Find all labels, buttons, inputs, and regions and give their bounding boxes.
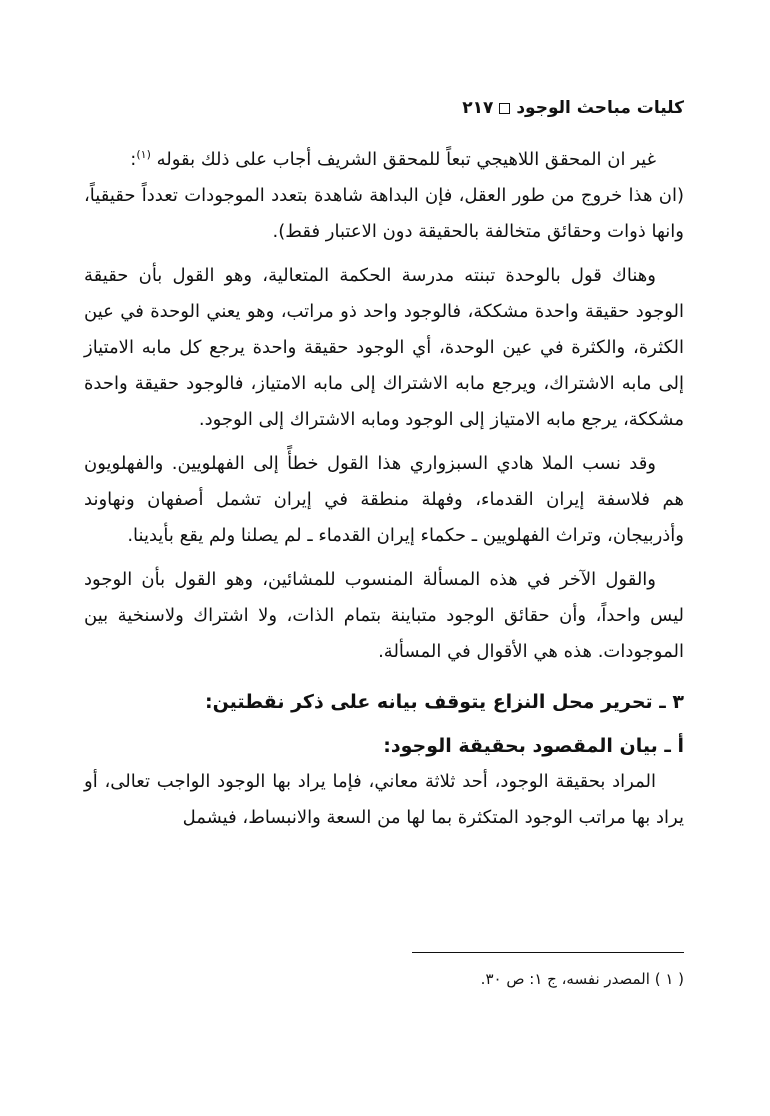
page-number: ٢١٧ (462, 98, 494, 118)
footnote: ( ١ ) المصدر نفسه، ج ١: ص ٣٠. (480, 970, 684, 988)
paragraph-3: وقد نسب الملا هادي السبزواري هذا القول خطأً إلى الفهلويين. والفهلويون هم فلاسفة إيران القدماء، وفهلة منطقة في إيران تشمل أصفهان ونهاوند وأذربيجان، وتراث الفهلويين ـ حكماء إيران القدماء ـ لم يصلنا ولم يقع بأيدينا. (84, 453, 684, 546)
paragraph-1-tail: : (130, 149, 137, 170)
paragraph-1 (84, 142, 684, 178)
paragraph-4: والقول الآخر في هذه المسألة المنسوب للمشائين، وهو القول بأن الوجود ليس واحداً، وأن حقائق الوجود متباينة بتمام الذات، ولا اشتراك ولاسنخية بين الموجودات. هذه هي الأقوال في المسألة. (84, 569, 684, 662)
footnote-divider (412, 952, 684, 953)
paragraph-1-text: غير ان المحقق اللاهيجي تبعاً للمحقق الشريف أجاب على ذلك بقوله (156, 149, 656, 170)
footnote-reference: (١) (136, 148, 151, 161)
section-heading: ٣ ـ تحرير محل النزاع يتوقف بيانه على ذكر نقطتين: (204, 691, 684, 713)
running-header (84, 98, 684, 118)
subsection-heading: أ ـ بيان المقصود بحقيقة الوجود: (383, 735, 684, 757)
running-title: كليات مباحث الوجود (516, 98, 684, 118)
paragraph-5: المراد بحقيقة الوجود، أحد ثلاثة معاني، فإما يراد بها الوجود الواجب تعالى، أو يراد بها مراتب الوجود المتكثرة بما لها من السعة والانبساط، فيشمل (84, 771, 684, 828)
quoted-paragraph: (ان هذا خروج من طور العقل، فإن البداهة شاهدة بتعدد الموجودات تعدداً حقيقياً، وانها ذوات وحقائق متخالفة بالحقيقة دون الاعتبار فقط). (84, 185, 684, 242)
paragraph-2: وهناك قول بالوحدة تبنته مدرسة الحكمة المتعالية، وهو القول بأن حقيقة الوجود حقيقة واحدة مشككة، فالوجود واحد ذو مراتب، وهو يعني الوحدة في عين الكثرة، والكثرة في عين الوحدة، أي الوجود حقيقة واحدة يرجع كل مابه الامتياز إلى مابه الاشتراك، ويرجع مابه الاشتراك إلى مابه الامتياز، فالوجود حقيقة واحدة مشككة، يرجع مابه الامتياز إلى الوجود ومابه الاشتراك إلى الوجود. (84, 265, 684, 430)
square-separator-icon (499, 103, 510, 114)
page-body (84, 142, 684, 836)
